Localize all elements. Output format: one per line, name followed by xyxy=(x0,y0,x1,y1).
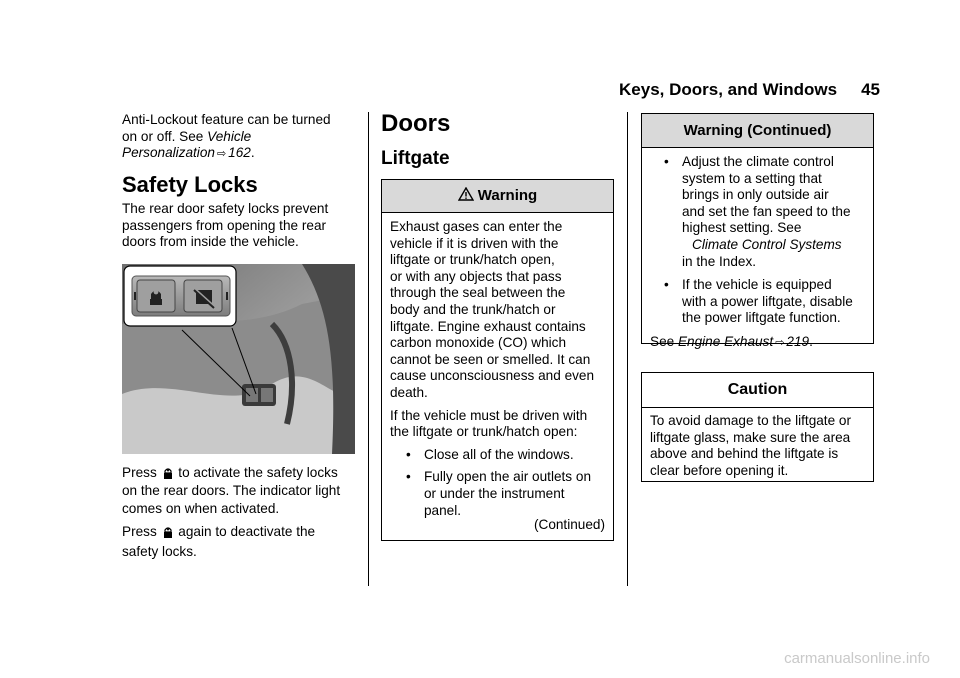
warning-continued-box xyxy=(641,113,874,349)
text-span: again to deactivate the xyxy=(174,524,316,539)
page-header xyxy=(590,80,880,104)
text-line: brings in only outside air xyxy=(682,187,829,203)
text-line: doors from inside the vehicle. xyxy=(122,234,299,250)
text-line: through the seal between the xyxy=(390,285,566,301)
text-line: or under the instrument xyxy=(424,485,565,501)
safety-locks-paragraph xyxy=(122,201,362,251)
text-span: . xyxy=(250,145,255,161)
text-line: passengers from opening the rear xyxy=(122,217,327,233)
bullet-glyph: • xyxy=(406,446,411,462)
engine-exhaust-link[interactable]: Engine Exhaust xyxy=(677,333,774,349)
text-line: system to a setting that xyxy=(682,170,822,186)
text-line: cannot be seen or smelled. It can xyxy=(390,351,591,367)
text-line: safety locks. xyxy=(122,544,197,559)
watermark-text: carmanualsonline.info xyxy=(784,650,930,667)
text-span: on or off. See xyxy=(122,128,208,144)
text-line xyxy=(122,129,362,146)
activate-paragraph xyxy=(122,464,362,518)
door-panel-illustration xyxy=(122,264,355,454)
warning-triangle-icon xyxy=(458,187,474,201)
column-divider-1 xyxy=(368,112,369,586)
door-safety-lock-photo xyxy=(122,264,355,454)
text-line: Anti-Lockout feature can be turned xyxy=(122,112,331,127)
text-line: To avoid damage to the liftgate or xyxy=(650,413,852,428)
vehicle-personalization-link-cont[interactable]: Personalization xyxy=(122,145,215,161)
caution-box-header: Caution xyxy=(642,373,873,408)
column-divider-2 xyxy=(627,112,628,586)
caution-box xyxy=(641,372,874,482)
text-line: in the Index. xyxy=(682,253,757,269)
text-line: above and behind the liftgate is xyxy=(650,446,839,462)
child-lock-icon xyxy=(163,467,173,479)
warning-box xyxy=(381,179,614,541)
text-line: clear before opening it. xyxy=(650,462,789,478)
text-line: or with any objects that pass xyxy=(390,268,562,284)
list-item xyxy=(390,447,605,464)
doors-heading: Doors xyxy=(381,110,451,137)
text-line: liftgate glass, make sure the area xyxy=(650,429,851,445)
bullet-glyph: • xyxy=(664,277,669,293)
text-line: Close all of the windows. xyxy=(424,446,574,462)
warning-title: Warning xyxy=(477,187,538,204)
text-line: If the vehicle is equipped xyxy=(682,277,832,293)
text-line: liftgate or trunk/hatch open, xyxy=(390,252,555,268)
text-line: on the rear doors. The indicator light xyxy=(122,483,341,498)
text-line: Adjust the climate control xyxy=(682,154,834,169)
list-item xyxy=(650,154,865,270)
text-line: body and the trunk/hatch or xyxy=(390,301,556,317)
text-span: . xyxy=(809,333,813,349)
warning-body xyxy=(382,213,613,534)
bullet-glyph: • xyxy=(406,469,411,485)
text-line: panel. xyxy=(424,502,462,518)
text-line xyxy=(122,145,362,163)
text-line: Fully open the air outlets on xyxy=(424,469,592,485)
text-line: the liftgate or trunk/hatch open: xyxy=(390,424,578,440)
text-line xyxy=(122,522,362,542)
text-line xyxy=(122,464,362,482)
page-ref-arrow-icon: ⇨ xyxy=(216,148,227,161)
text-line: with a power liftgate, disable xyxy=(682,293,853,309)
bullet-glyph: • xyxy=(664,154,669,169)
vehicle-personalization-link[interactable]: Vehicle xyxy=(207,128,252,144)
list-item xyxy=(650,277,865,327)
warning-box-header xyxy=(382,180,613,213)
liftgate-heading: Liftgate xyxy=(381,148,450,169)
continued-label: (Continued) xyxy=(533,517,605,533)
text-span: Press xyxy=(122,465,161,480)
page-ref-219[interactable]: 219 xyxy=(786,333,810,349)
section-title: Keys, Doors, and Windows xyxy=(619,80,838,99)
text-line: carbon monoxide (CO) which xyxy=(390,335,567,351)
see-engine-exhaust-line xyxy=(650,334,865,352)
text-line: the power liftgate function. xyxy=(682,310,841,326)
deactivate-paragraph xyxy=(122,522,362,562)
page-ref-162[interactable]: 162 xyxy=(228,145,251,161)
warning-continued-body xyxy=(642,148,873,352)
anti-lockout-paragraph xyxy=(122,112,362,163)
text-line: cause unconsciousness and even xyxy=(390,368,595,384)
child-lock-icon xyxy=(163,526,173,538)
text-span: Press xyxy=(122,524,161,539)
text-line: liftgate. Engine exhaust contains xyxy=(390,318,586,334)
text-line: highest setting. See xyxy=(682,220,802,236)
text-line: The rear door safety locks prevent xyxy=(122,201,329,216)
caution-body xyxy=(642,408,873,479)
text-line: death. xyxy=(390,384,428,400)
page-number: 45 xyxy=(861,80,880,99)
text-line: Exhaust gases can enter the xyxy=(390,219,563,234)
safety-locks-heading: Safety Locks xyxy=(122,172,258,197)
text-span: to activate the safety locks xyxy=(174,465,338,480)
text-line: and set the fan speed to the xyxy=(682,203,851,219)
text-span: See xyxy=(650,333,678,349)
text-line: vehicle if it is driven with the xyxy=(390,235,559,251)
text-line: If the vehicle must be driven with xyxy=(390,407,588,423)
warning-continued-header: Warning (Continued) xyxy=(642,114,873,148)
climate-control-link[interactable]: Climate Control Systems xyxy=(692,236,842,252)
list-item xyxy=(390,469,605,519)
text-line: comes on when activated. xyxy=(122,501,280,516)
page-ref-arrow-icon: ⇨ xyxy=(775,336,785,349)
